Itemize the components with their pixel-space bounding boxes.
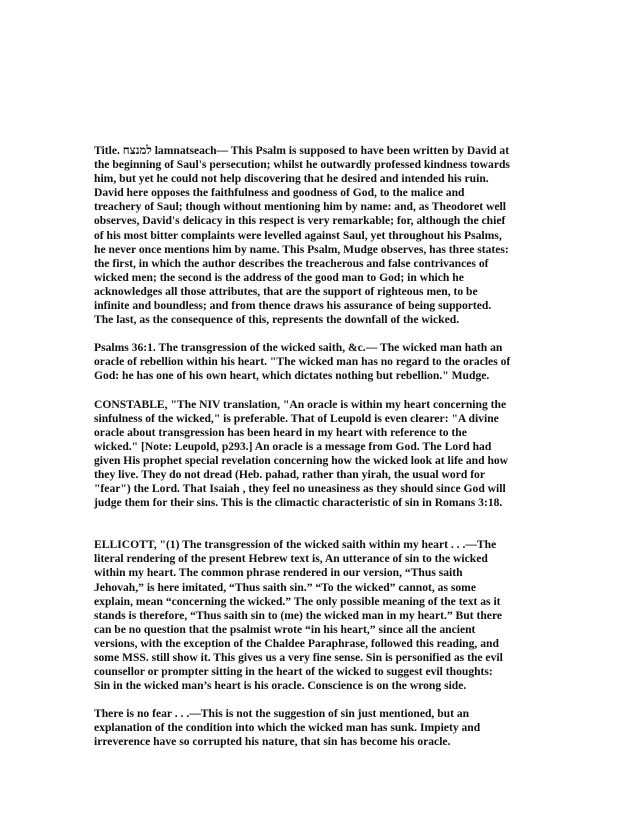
text-line: explain, mean “concerning the wicked.” The only possible meaning of the text as it <box>94 594 501 608</box>
text-line: oracle about transgression has been heard in my heart with reference to the <box>94 425 467 439</box>
text-line: literal rendering of the present Hebrew text is, An utterance of sin to the wicked <box>94 552 488 566</box>
text-line: irreverence have so corrupted his nature, that sin has become his oracle. <box>94 735 451 749</box>
paragraph-no-fear <box>94 707 546 749</box>
text-line: the beginning of Saul's persecution; whilst he outwardly professed kindness towards <box>94 158 510 172</box>
text-line: observes, David's delicacy in this respect is very remarkable; for, although the chief <box>94 214 506 228</box>
paragraph-title-intro <box>94 144 546 327</box>
text-line: There is no fear . . .—This is not the suggestion of sin just mentioned, but an <box>94 707 470 721</box>
text-line: judge them for their sins. This is the climactic characteristic of sin in Romans 3:18. <box>94 496 503 510</box>
paragraph-psalms-36-1 <box>94 341 546 383</box>
text-line: given His prophet special revelation concerning how the wicked look at life and how <box>94 453 509 467</box>
text-line: explanation of the condition into which the wicked man has sunk. Impiety and <box>94 721 481 735</box>
document-page <box>94 144 546 764</box>
text-line: God: he has one of his own heart, which dictates nothing but rebellion." Mudge. <box>94 369 490 383</box>
text-line: infinite and boundless; and from thence draws his assurance of being supported. <box>94 299 492 313</box>
text-line: oracle of rebellion within his heart. "The wicked man has no regard to the oracles of <box>94 355 511 369</box>
text-line: wicked." [Note: Leupold, p293.] An oracle is a message from God. The Lord had <box>94 439 492 453</box>
paragraph-ellicott <box>94 538 546 693</box>
text-line: him, but yet he could not help discovering that he desired and intended his ruin. <box>94 172 489 186</box>
text-line: wicked men; the second is the address of the good man to God; in which he <box>94 270 464 284</box>
text-line: of his most bitter complaints were levelled against Saul, yet throughout his Psalms, <box>94 228 502 242</box>
text-line: The last, as the consequence of this, represents the downfall of the wicked. <box>94 313 460 327</box>
text-line: "fear") the Lord. That Isaiah , they feel no uneasiness as they should since God will <box>94 482 506 496</box>
text-line: CONSTABLE, "The NIV translation, "An oracle is within my heart concerning the <box>94 397 507 411</box>
text-line: counsellor or prompter sitting in the heart of the wicked to suggest evil thoughts: <box>94 665 493 679</box>
text-line: can be no question that the psalmist wrote “in his heart,” since all the ancient <box>94 622 476 636</box>
text-line: the first, in which the author describes the treacherous and false contrivances of <box>94 256 489 270</box>
text-line: Jehovah,” is here imitated, “Thus saith sin.” “To the wicked” cannot, as some <box>94 580 476 594</box>
text-line: some MSS. still show it. This gives us a very fine sense. Sin is personified as the evil <box>94 651 503 664</box>
text-line: they live. They do not dread (Heb. pahad, rather than yirah, the usual word for <box>94 467 486 481</box>
text-line: Title. למנצח lamnatseach— This Psalm is supposed to have been written by David at <box>94 144 510 157</box>
text-line: versions, with the exception of the Chaldee Paraphrase, followed this reading, and <box>94 636 499 650</box>
text-line: within my heart. The common phrase rendered in our version, “Thus saith <box>94 566 463 580</box>
text-line: sinfulness of the wicked," is preferable. That of Leupold is even clearer: "A divine <box>94 411 499 425</box>
text-line: treachery of Saul; though without mentioning him by name: and, as Theodoret well <box>94 200 506 214</box>
text-line: David here opposes the faithfulness and goodness of God, to the malice and <box>94 186 465 200</box>
text-line: Sin in the wicked man’s heart is his oracle. Conscience is on the wrong side. <box>94 679 467 693</box>
text-line: Psalms 36:1. The transgression of the wicked saith, &c.— The wicked man hath an <box>94 341 503 355</box>
text-line: he never once mentions him by name. This Psalm, Mudge observes, has three states: <box>94 242 509 256</box>
paragraph-constable <box>94 398 546 511</box>
text-line: stands is therefore, “Thus saith sin to (me) the wicked man in my heart.” But there <box>94 608 503 622</box>
text-line: ELLICOTT, "(1) The transgression of the wicked saith within my heart . . .—The <box>94 538 497 552</box>
text-line: acknowledges all those attributes, that are the support of righteous men, to be <box>94 284 478 298</box>
